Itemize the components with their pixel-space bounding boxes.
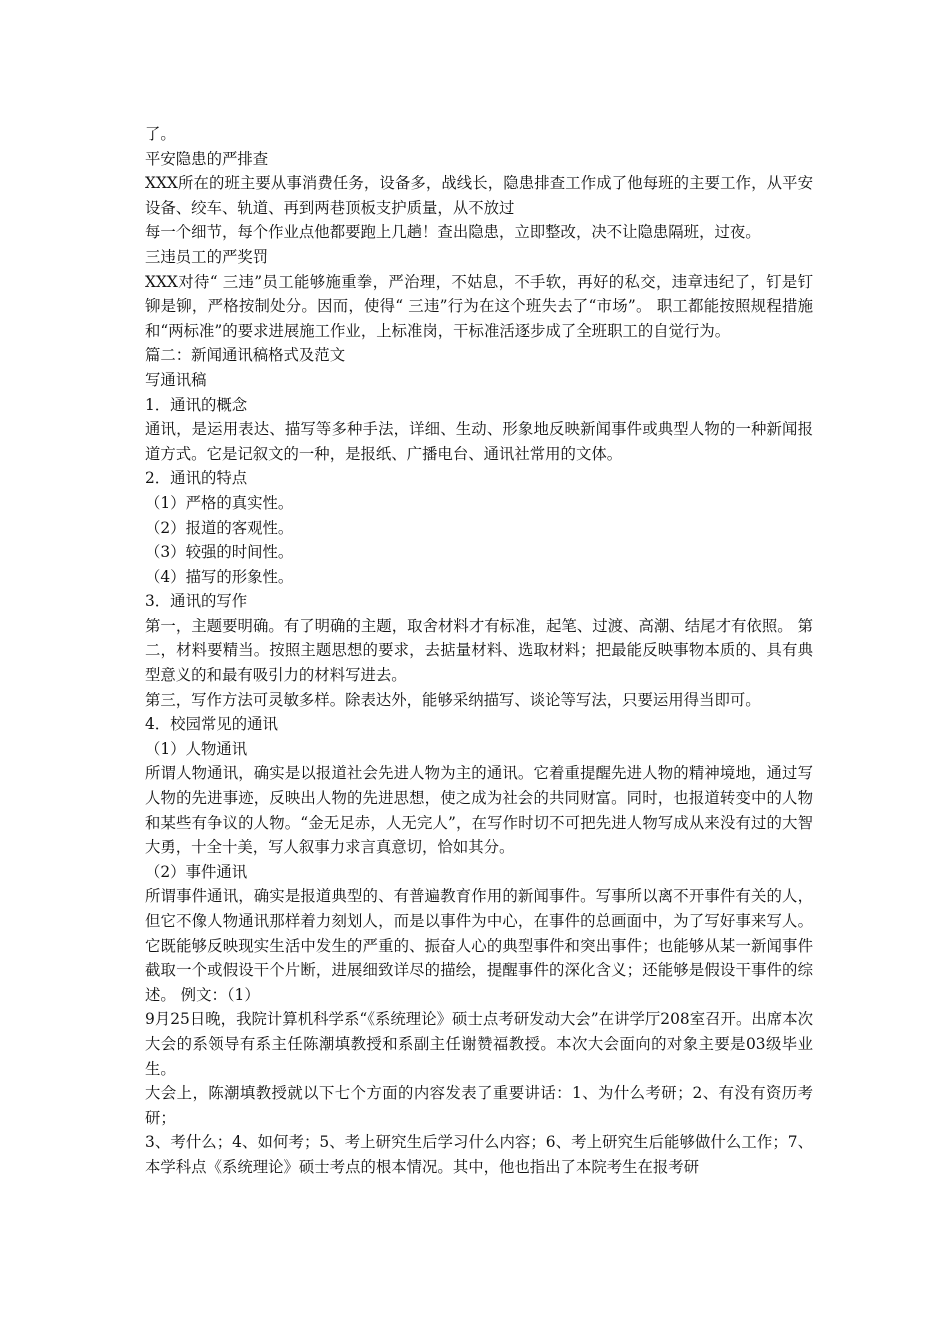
paragraph: 所谓事件通讯，确实是报道典型的、有普遍教育作用的新闻事件。写事所以离不开事件有关的人，但它不像人物通讯那样着力刻划人，而是以事件为中心，在事件的总画面中，为了写好事来写人。它既能够反映现实生活中发生的严重的、振奋人心的典型事件和突出事件；也能够从某一新闻事件截取一个或假设干个片断，进展细致详尽的描绘，提醒事件的深化含义；还能够是假设干事件的综述。 例文：（1）	[145, 887, 813, 1004]
section-heading: 4．校园常见的通讯	[145, 715, 278, 734]
list-item: （4）描写的形象性。	[145, 567, 294, 586]
list-item: （1）严格的真实性。	[145, 493, 294, 512]
paragraph: 第一，主题要明确。有了明确的主题，取舍材料才有标准，起笔、过渡、高潮、结尾才有依照。 第二，材料要精当。按照主题思想的要求，去掂量材料、选取材料；把最能反映事物本质的、具有典型意义的和最有吸引力的材料写进去。	[145, 616, 813, 685]
paragraph: 3、考什么；4、如何考；5、考上研究生后学习什么内容；6、考上研究生后能够做什么工作；7、本学科点《系统理论》硕士考点的根本情况。其中，他也指出了本院考生在报考研	[145, 1133, 813, 1176]
section-heading: 1．通讯的概念	[145, 395, 248, 414]
section-heading: 2．通讯的特点	[145, 469, 248, 488]
list-item: （2）报道的客观性。	[145, 518, 294, 537]
paragraph: 大会上，陈潮填教授就以下七个方面的内容发表了重要讲话：1、为什么考研；2、有没有资历考研；	[145, 1084, 813, 1127]
section-heading: 3．通讯的写作	[145, 592, 248, 611]
document-page	[145, 122, 813, 1180]
list-item: （3）较强的时间性。	[145, 543, 294, 562]
paragraph: 所谓人物通讯，确实是以报道社会先进人物为主的通讯。它着重提醒先进人物的精神境地，通过写人物的先进事迹，反映出人物的先进思想，使之成为社会的共同财富。同时，也报道转变中的人物和某些有争议的人物。“金无足赤，人无完人”，在写作时切不可把先进人物写成从来没有过的大智大勇，十全十美，写人叙事力求言真意切，恰如其分。	[145, 764, 813, 857]
section-heading: 三违员工的严奖罚	[145, 247, 269, 266]
paragraph: 了。	[145, 125, 176, 143]
subsection-heading: （1）人物通讯	[145, 739, 248, 758]
paragraph: XXX对待“ 三违”员工能够施重拳，严治理，不姑息，不手软，再好的私交，违章违纪了，钉是钉铆是铆，严格按制处分。因而，使得“ 三违”行为在这个班失去了“市场”。 职工都能按照规程措施和“两标准”的要求进展施工作业，上标准岗，干标准活逐步成了全班职工的自觉行为。	[145, 272, 813, 340]
subsection-heading: （2）事件通讯	[145, 862, 248, 881]
paragraph: 通讯，是运用表达、描写等多种手法，详细、生动、形象地反映新闻事件或典型人物的一种新闻报道方式。它是记叙文的一种，是报纸、广播电台、通讯社常用的文体。	[145, 420, 813, 463]
paragraph: 每一个细节，每个作业点他都要跑上几趟！查出隐患，立即整改，决不让隐患隔班，过夜。	[145, 223, 761, 242]
section-heading: 平安隐患的严排查	[145, 149, 269, 168]
paragraph: 9月25日晚，我院计算机科学系“《系统理论》硕士点考研发动大会”在讲学厅208室召开。出席本次大会的系领导有系主任陈潮填教授和系副主任谢赞福教授。本次大会面向的对象主要是03级毕业生。	[145, 1010, 813, 1078]
paragraph: XXX所在的班主要从事消费任务，设备多，战线长，隐患排查工作成了他每班的主要工作，从平安设备、绞车、轨道、再到两巷顶板支护质量，从不放过	[145, 174, 813, 217]
section-heading: 写通讯稿	[145, 370, 207, 389]
paragraph: 第三，写作方法可灵敏多样。除表达外，能够采纳描写、谈论等写法，只要运用得当即可。	[145, 690, 761, 709]
chapter-title: 篇二：新闻通讯稿格式及范文	[145, 346, 346, 365]
